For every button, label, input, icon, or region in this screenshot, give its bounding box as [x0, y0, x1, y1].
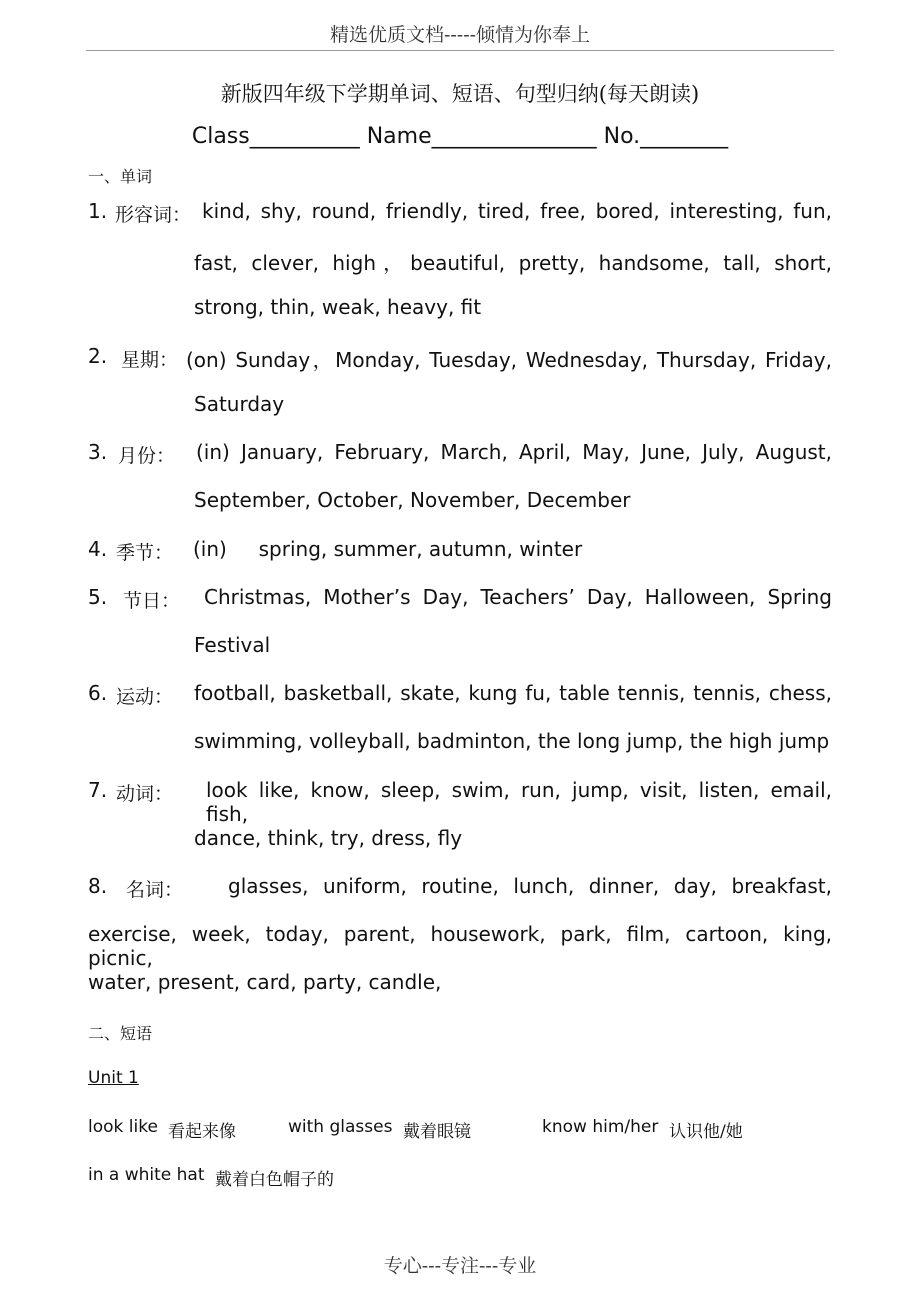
item-number: 8. — [88, 874, 108, 898]
phrase-english: look like — [88, 1117, 158, 1137]
item-label: 星期： — [121, 349, 179, 371]
phrase-chinese: 认识他/她 — [669, 1122, 743, 1142]
unit-heading: Unit 1 — [88, 1068, 139, 1088]
item-number: 7. — [88, 778, 108, 802]
item-number: 2. — [88, 344, 108, 368]
document-title: 新版四年级下学期单词、短语、句型归纳(每天朗读) — [220, 82, 700, 106]
phrase-chinese: 戴着白色帽子的 — [215, 1170, 334, 1190]
page-header: 精选优质文档-----倾情为你奉上 — [329, 24, 591, 46]
item-number: 3. — [88, 440, 108, 464]
phrase-chinese: 戴着眼镜 — [403, 1122, 471, 1142]
phrase-english: know him/her — [542, 1117, 659, 1137]
item-words-line: football, basketball, skate, kung fu, table tennis, tennis, chess, — [194, 681, 832, 705]
item-words-line: Saturday — [194, 392, 285, 416]
item-words-line: glasses, uniform, routine, lunch, dinner, day, breakfast, — [228, 874, 832, 898]
item-label: 节日： — [123, 590, 181, 612]
phrase-english: in a white hat — [88, 1165, 205, 1185]
item-words-line: (in) January, February, March, April, May, June, July, August, — [196, 440, 832, 464]
item-words-line: swimming, volleyball, badminton, the long jump, the high jump — [194, 729, 830, 753]
item-words-line: Festival — [194, 633, 271, 657]
item-words-line: (in) spring, summer, autumn, winter — [193, 537, 583, 561]
item-label: 月份： — [118, 445, 176, 467]
item-number: 6. — [88, 681, 108, 705]
header-divider — [86, 50, 834, 51]
item-label: 季节： — [116, 542, 174, 564]
class-name-number-line: Class__________ Name_______________ No.________ — [191, 124, 729, 149]
item-number: 1. — [88, 199, 108, 223]
item-label: 运动： — [116, 686, 174, 708]
phrase-english: with glasses — [288, 1117, 393, 1137]
item-words-line: look like, know, sleep, swim, run, jump, visit, listen, email, fish, — [206, 778, 832, 826]
item-words-line: dance, think, try, dress, fly — [194, 826, 463, 850]
item-number: 4. — [88, 537, 108, 561]
item-number: 5. — [88, 585, 108, 609]
item-label: 形容词： — [115, 204, 192, 226]
item-words-line: Christmas, Mother’s Day, Teachers’ Day, Halloween, Spring — [204, 585, 832, 609]
item-words-line: water, present, card, party, candle, — [88, 970, 442, 994]
section-heading-words: 一、单词 — [88, 167, 153, 186]
item-words-line: (on) Sunday，Monday, Tuesday, Wednesday, Thursday, Friday, — [186, 348, 832, 372]
item-words-line: strong, thin, weak, heavy, fit — [194, 295, 482, 319]
item-label: 动词： — [116, 783, 174, 805]
item-words-line: kind, shy, round, friendly, tired, free, bored, interesting, fun, — [202, 199, 832, 223]
section-heading-phrases: 二、短语 — [88, 1024, 153, 1043]
page-footer: 专心---专注---专业 — [383, 1255, 537, 1277]
item-words-line: fast, clever, high，beautiful, pretty, handsome, tall, short, — [194, 251, 832, 275]
item-words-line: exercise, week, today, parent, housework, park, film, cartoon, king, picnic, — [88, 922, 832, 970]
phrase-chinese: 看起来像 — [168, 1122, 236, 1142]
item-label: 名词： — [126, 879, 184, 901]
item-words-line: September, October, November, December — [194, 488, 631, 512]
